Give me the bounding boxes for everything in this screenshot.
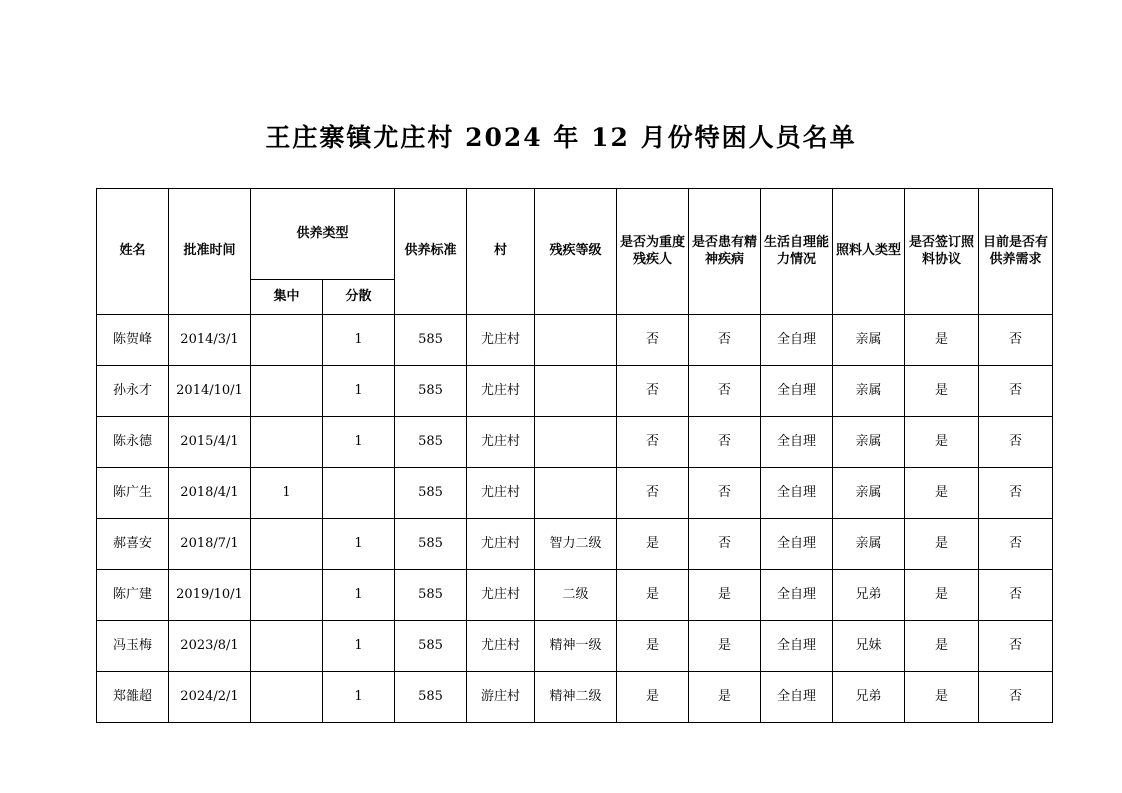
cell-central <box>251 519 323 570</box>
cell-central <box>251 315 323 366</box>
special-hardship-roster-table <box>96 188 1053 723</box>
cell-demand: 否 <box>979 672 1053 723</box>
cell-name: 陈广生 <box>97 468 169 519</box>
cell-self-care: 全自理 <box>761 519 833 570</box>
cell-disability-level <box>535 468 617 519</box>
cell-name: 冯玉梅 <box>97 621 169 672</box>
table-row <box>97 519 1053 570</box>
cell-severe: 是 <box>617 570 689 621</box>
cell-demand: 否 <box>979 315 1053 366</box>
cell-caregiver: 亲属 <box>833 468 905 519</box>
cell-scattered: 1 <box>323 366 395 417</box>
cell-approval-time: 2024/2/1 <box>169 672 251 723</box>
table-row <box>97 468 1053 519</box>
cell-standard: 585 <box>395 417 467 468</box>
cell-agreement: 是 <box>905 519 979 570</box>
cell-agreement: 是 <box>905 468 979 519</box>
cell-severe: 否 <box>617 468 689 519</box>
cell-scattered: 1 <box>323 621 395 672</box>
table-row <box>97 621 1053 672</box>
cell-standard: 585 <box>395 570 467 621</box>
cell-central <box>251 621 323 672</box>
cell-demand: 否 <box>979 417 1053 468</box>
cell-severe: 是 <box>617 519 689 570</box>
cell-approval-time: 2014/3/1 <box>169 315 251 366</box>
cell-demand: 否 <box>979 468 1053 519</box>
cell-agreement: 是 <box>905 417 979 468</box>
cell-central <box>251 672 323 723</box>
cell-standard: 585 <box>395 519 467 570</box>
table-row <box>97 417 1053 468</box>
cell-agreement: 是 <box>905 366 979 417</box>
table-row <box>97 570 1053 621</box>
cell-scattered <box>323 468 395 519</box>
column-header-support-type: 供养类型 <box>251 189 395 280</box>
table-body <box>97 315 1053 723</box>
cell-approval-time: 2015/4/1 <box>169 417 251 468</box>
cell-mental: 是 <box>689 570 761 621</box>
cell-severe: 是 <box>617 672 689 723</box>
cell-caregiver: 亲属 <box>833 417 905 468</box>
cell-agreement: 是 <box>905 315 979 366</box>
cell-standard: 585 <box>395 621 467 672</box>
cell-disability-level: 智力二级 <box>535 519 617 570</box>
cell-self-care: 全自理 <box>761 570 833 621</box>
cell-standard: 585 <box>395 672 467 723</box>
cell-disability-level: 精神二级 <box>535 672 617 723</box>
cell-self-care: 全自理 <box>761 417 833 468</box>
cell-caregiver: 亲属 <box>833 366 905 417</box>
column-header-support-type-central: 集中 <box>251 280 323 315</box>
cell-agreement: 是 <box>905 672 979 723</box>
cell-severe: 否 <box>617 417 689 468</box>
table-row <box>97 672 1053 723</box>
column-header-care-agreement: 是否签订照料协议 <box>905 189 979 315</box>
cell-approval-time: 2014/10/1 <box>169 366 251 417</box>
cell-self-care: 全自理 <box>761 621 833 672</box>
cell-disability-level: 精神一级 <box>535 621 617 672</box>
cell-severe: 是 <box>617 621 689 672</box>
cell-disability-level: 二级 <box>535 570 617 621</box>
column-header-disability-level: 残疾等级 <box>535 189 617 315</box>
page-title: 王庄寨镇尤庄村 2024 年 12 月份特困人员名单 <box>265 123 857 152</box>
column-header-severe-disabled: 是否为重度残疾人 <box>617 189 689 315</box>
cell-village: 尤庄村 <box>467 621 535 672</box>
cell-central <box>251 366 323 417</box>
cell-self-care: 全自理 <box>761 315 833 366</box>
column-header-support-demand: 目前是否有供养需求 <box>979 189 1053 315</box>
column-header-self-care: 生活自理能力情况 <box>761 189 833 315</box>
cell-demand: 否 <box>979 621 1053 672</box>
cell-scattered: 1 <box>323 417 395 468</box>
cell-village: 游庄村 <box>467 672 535 723</box>
column-header-village: 村 <box>467 189 535 315</box>
cell-name: 陈永德 <box>97 417 169 468</box>
cell-scattered: 1 <box>323 570 395 621</box>
column-header-name: 姓名 <box>97 189 169 315</box>
table-header-row-main <box>97 189 1053 280</box>
cell-demand: 否 <box>979 519 1053 570</box>
cell-central: 1 <box>251 468 323 519</box>
cell-name: 陈贺峰 <box>97 315 169 366</box>
table-row <box>97 315 1053 366</box>
table-header <box>97 189 1053 315</box>
cell-village: 尤庄村 <box>467 468 535 519</box>
cell-disability-level <box>535 315 617 366</box>
cell-mental: 否 <box>689 468 761 519</box>
column-header-mental-illness: 是否患有精神疾病 <box>689 189 761 315</box>
cell-self-care: 全自理 <box>761 672 833 723</box>
table-row <box>97 366 1053 417</box>
cell-scattered: 1 <box>323 315 395 366</box>
cell-approval-time: 2018/7/1 <box>169 519 251 570</box>
cell-caregiver: 兄弟 <box>833 672 905 723</box>
cell-village: 尤庄村 <box>467 315 535 366</box>
roster-table-container <box>96 188 1049 723</box>
cell-caregiver: 兄弟 <box>833 570 905 621</box>
cell-name: 郑雒超 <box>97 672 169 723</box>
cell-caregiver: 兄妹 <box>833 621 905 672</box>
cell-caregiver: 亲属 <box>833 315 905 366</box>
cell-mental: 否 <box>689 366 761 417</box>
cell-name: 陈广建 <box>97 570 169 621</box>
cell-central <box>251 417 323 468</box>
cell-approval-time: 2023/8/1 <box>169 621 251 672</box>
column-header-caregiver-type: 照料人类型 <box>833 189 905 315</box>
cell-approval-time: 2019/10/1 <box>169 570 251 621</box>
cell-mental: 否 <box>689 519 761 570</box>
cell-mental: 否 <box>689 315 761 366</box>
cell-village: 尤庄村 <box>467 519 535 570</box>
cell-severe: 否 <box>617 315 689 366</box>
column-header-approval-time: 批准时间 <box>169 189 251 315</box>
cell-name: 孙永才 <box>97 366 169 417</box>
cell-severe: 否 <box>617 366 689 417</box>
cell-village: 尤庄村 <box>467 417 535 468</box>
cell-disability-level <box>535 366 617 417</box>
cell-name: 郝喜安 <box>97 519 169 570</box>
cell-self-care: 全自理 <box>761 468 833 519</box>
cell-demand: 否 <box>979 570 1053 621</box>
cell-disability-level <box>535 417 617 468</box>
cell-caregiver: 亲属 <box>833 519 905 570</box>
cell-scattered: 1 <box>323 519 395 570</box>
cell-agreement: 是 <box>905 621 979 672</box>
cell-approval-time: 2018/4/1 <box>169 468 251 519</box>
cell-central <box>251 570 323 621</box>
cell-village: 尤庄村 <box>467 366 535 417</box>
cell-mental: 是 <box>689 672 761 723</box>
cell-mental: 否 <box>689 417 761 468</box>
cell-standard: 585 <box>395 366 467 417</box>
column-header-support-standard: 供养标准 <box>395 189 467 315</box>
cell-standard: 585 <box>395 315 467 366</box>
cell-demand: 否 <box>979 366 1053 417</box>
cell-standard: 585 <box>395 468 467 519</box>
column-header-support-type-scattered: 分散 <box>323 280 395 315</box>
cell-self-care: 全自理 <box>761 366 833 417</box>
cell-scattered: 1 <box>323 672 395 723</box>
cell-agreement: 是 <box>905 570 979 621</box>
cell-village: 尤庄村 <box>467 570 535 621</box>
cell-mental: 是 <box>689 621 761 672</box>
